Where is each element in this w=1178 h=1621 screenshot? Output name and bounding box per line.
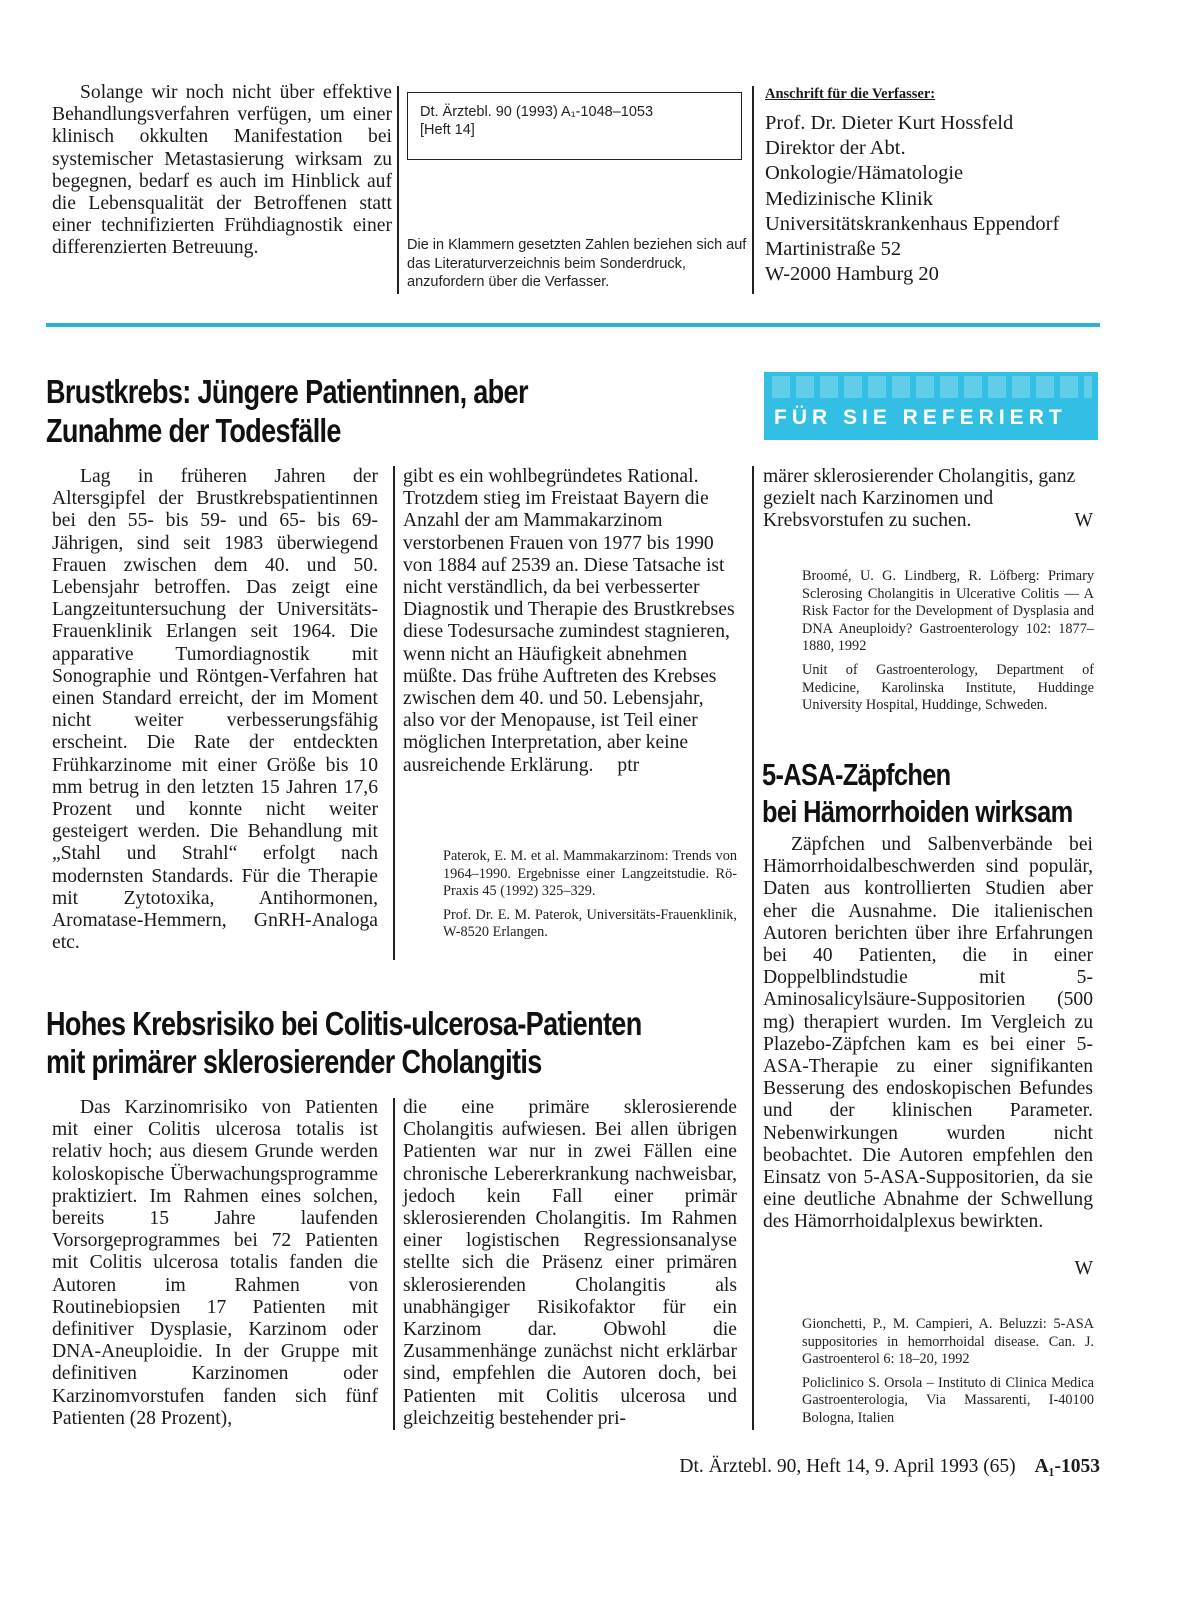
reference: Paterok, E. M. et al. Mammakarzinom: Trends von 1964–1990. Ergebnisse einer Langzeitstudie. Rö-Praxis 45 (1992) 325–329. xyxy=(443,848,737,900)
article-text: märer sklerosierender Cholangitis, ganz gezielt nach Karzinomen und Krebsvorstufen zu suchen. xyxy=(763,466,1076,532)
column-rule xyxy=(752,86,754,294)
address-line: Universitätskrankenhaus Eppendorf xyxy=(765,212,1060,235)
section-divider xyxy=(46,323,1100,327)
column-rule xyxy=(397,86,399,294)
reference: Gionchetti, P., M. Campieri, A. Beluzzi: 5-ASA suppositories in hemorrhoidal disease. Can. J. Gastroenterol 6: 18–20, 1992 xyxy=(802,1316,1094,1368)
title-line: mit primärer sklerosierender Cholangitis xyxy=(46,1043,542,1080)
badge-label: FÜR SIE REFERIERT xyxy=(774,406,1067,429)
article-title xyxy=(46,372,766,450)
page-number: A₁-1053 xyxy=(1034,1456,1100,1477)
affiliation: Unit of Gastroenterology, Department of Medicine, Karolinska Institute, Huddinge University Hospital, Huddinge, Schweden. xyxy=(802,661,1094,714)
literature-note: Die in Klammern gesetzten Zahlen beziehen sich auf das Literaturverzeichnis beim Sonderdruck, anzufordern über die Verfasser. xyxy=(407,237,747,290)
reference-block xyxy=(802,1316,1094,1434)
address-heading: Anschrift für die Verfasser: xyxy=(765,86,936,102)
badge-watermark xyxy=(772,376,1092,398)
address-line: Direktor der Abt. xyxy=(765,137,906,160)
address-line: Onkologie/Hämatologie xyxy=(765,162,964,185)
address-block xyxy=(765,86,1155,287)
section-badge xyxy=(764,372,1098,440)
closing-paragraph: Solange wir noch nicht über effektive Behandlungsverfahren verfügen, um einer klinisch okkulten Manifestation bei systemischer Metastasierung wirksam zu begegnen, bedarf es auch im Hinblick auf die Lebensqualität der Betroffenen statt einer technifizierten Frühdiagnostik einer differenzierten Betreuung. xyxy=(52,82,392,259)
reference: Broomé, U. G. Lindberg, R. Löfberg: Primary Sclerosing Cholangitis in Ulcerative Colitis — A Risk Factor for the Development of Dysplasia and DNA Aneuploidy? Gastroenterology 102: 1877–1880, 1992 xyxy=(802,568,1094,655)
author-initials: ptr xyxy=(617,754,640,776)
article-body: Zäpfchen und Salbenverbände bei Hämorrhoidalbeschwerden sind populär, Daten aus kontrollierten Studien aber eher die Ausnahme. Die italienischen Autoren berichten über ihre Erfahrungen bei 40 Patienten, die in einer Doppelblindstudie mit 5-Aminosalicylsäure-Suppositorien (500 mg) therapiert wurden. Im Vergleich zu Plazebo-Zäpfchen kam es bei einer 5-ASA-Therapie zu einer signifikanten Besserung des endoskopischen Befundes und der klinischen Parameter. Nebenwirkungen wurden nicht beobachtet. Die Autoren empfehlen den Einsatz von 5-ASA-Suppositorien, da sie eine deutliche Abnahme der Schwellung des Hämorrhoidalplexus bewirkten. xyxy=(763,834,1093,1233)
article-body-col2: die eine primäre sklerosierende Cholangitis aufwiesen. Bei allen übrigen Patienten war nur in zwei Fällen eine chronische Lebererkrankung nachweisbar, jedoch kein Fall einer primär sklerosierenden Cholangitis. Im Rahmen einer logistischen Regressionsanalyse stellte sich die Präsenz einer primären sklerosierenden Cholangitis als unabhängiger Risikofaktor für ein Karzinom dar. Obwohl die Zusammenhänge zunächst nicht erklärbar sind, empfehlen die Autoren doch, bei Patienten mit Colitis ulcerosa und gleichzeitig bestehender pri- xyxy=(403,1097,737,1429)
article-body-col1: Das Karzinomrisiko von Patienten mit einer Colitis ulcerosa totalis ist relativ hoch; aus diesem Grunde werden koloskopische Überwachungsprogramme praktiziert. Im Rahmen eines solchen, bereits 15 Jahre laufenden Vorsorgeprogrammes bei 72 Patienten mit Colitis ulcerosa totalis fanden die Autoren im Rahmen von Routinebiopsien 17 Patienten mit definitiver Dysplasie, Karzinom oder DNA-Aneuploidie. In der Gruppe mit definitiven Karzinomen oder Karzinomvorstufen fanden sich fünf Patienten (28 Prozent), xyxy=(52,1097,378,1429)
author-initials: W xyxy=(1074,1258,1093,1279)
article-body-col1: Lag in früheren Jahren der Altersgipfel der Brustkrebspatientinnen bei den 55- bis 59- und 65- bis 69-Jährigen, sind seit 1983 überwiegend Frauen zwischen dem 40. und 50. Lebensjahr betroffen. Das zeigt eine Langzeituntersuchung der Universitäts-Frauenklinik Erlangen seit 1964. Die apparative Tumordiagnostik mit Sonographie und Röntgen-Verfahren hat einen Standard erreicht, der im Moment nicht weiter verbesserungsfähig erscheint. Die Rate der entdeckten Frühkarzinome mit einer Größe bis 10 mm betrug in den letzten 15 Jahren 17,6 Prozent und konnte nicht weiter gesteigert werden. Die Behandlung mit „Stahl und Strahl“ erfolgt nach modernsten Standards. Für die Therapie mit Zytotoxika, Antihormonen, Aromatase-Hemmern, GnRH-Analoga etc. xyxy=(52,466,378,954)
affiliation: Policlinico S. Orsola – Instituto di Clinica Medica Gastroenterologia, Via Massarenti, I-40100 Bologna, Italien xyxy=(802,1374,1094,1426)
page-footer xyxy=(560,1456,1100,1478)
column-rule xyxy=(393,466,395,960)
citation-issue: [Heft 14] xyxy=(420,122,475,138)
address-line: Medizinische Klinik xyxy=(765,187,933,210)
column-rule xyxy=(752,466,754,1430)
issue-info: Dt. Ärztebl. 90, Heft 14, 9. April 1993 (65) xyxy=(679,1456,1016,1477)
title-line: Brustkrebs: Jüngere Patientinnen, aber xyxy=(46,373,528,410)
address-line: W-2000 Hamburg 20 xyxy=(765,263,939,286)
article-body-col2 xyxy=(403,466,737,777)
address-line: Martinistraße 52 xyxy=(765,238,902,261)
affiliation: Prof. Dr. E. M. Paterok, Universitäts-Frauenklinik, W-8520 Erlangen. xyxy=(443,906,737,941)
article-title xyxy=(762,756,1142,830)
title-line: Zunahme der Todesfälle xyxy=(46,412,341,449)
article-body-col3 xyxy=(763,466,1093,533)
column-rule xyxy=(393,1098,395,1430)
title-line: Hohes Krebsrisiko bei Colitis-ulcerosa-Patienten xyxy=(46,1005,642,1042)
article-title xyxy=(46,1005,806,1081)
title-line: bei Hämorrhoiden wirksam xyxy=(762,794,1073,829)
reference-block xyxy=(443,848,737,948)
title-line: 5-ASA-Zäpfchen xyxy=(762,757,951,792)
article-text: gibt es ein wohlbegründetes Rational. Trotzdem stieg im Freistaat Bayern die Anzahl der am Mammakarzinom verstorbenen Frauen von 1977 bis 1990 von 1884 auf 2539 an. Diese Tatsache ist nicht verständlich, da bei verbesserter Diagnostik und Therapie des Brustkrebses diese Todesursache zumindest stagnieren, wenn nicht an Häufigkeit abnehmen müßte. Das frühe Auftreten des Krebses zwischen dem 40. und 50. Lebensjahr, also vor der Menopause, ist Teil einer möglichen Interpretation, aber keine ausreichende Erklärung. xyxy=(403,466,735,776)
citation-box xyxy=(407,92,742,160)
reference-block xyxy=(802,568,1094,721)
address-lines xyxy=(765,111,1155,287)
address-line: Prof. Dr. Dieter Kurt Hossfeld xyxy=(765,112,1014,134)
author-initials: W xyxy=(1074,510,1093,532)
citation-line: Dt. Ärztebl. 90 (1993) A₁-1048–1053 xyxy=(420,104,654,120)
